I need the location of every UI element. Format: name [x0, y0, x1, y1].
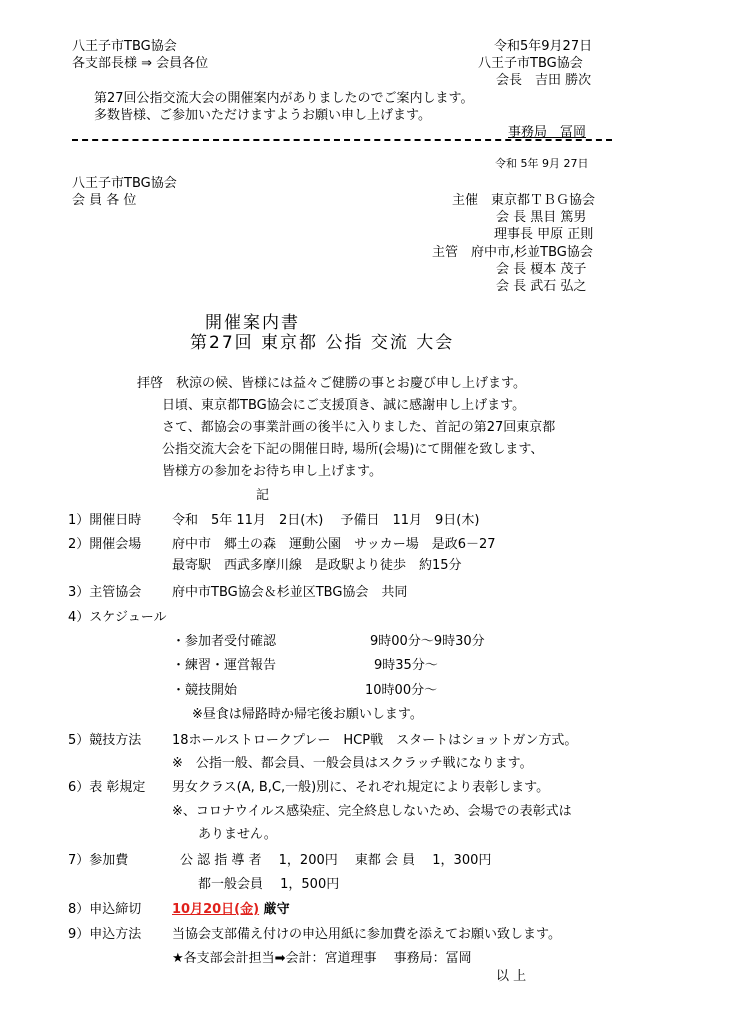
organizer: 主管 府中市,杉並TBG協会 — [432, 245, 593, 260]
item-awards-label: 6）表 彰規定 — [68, 780, 146, 795]
item-deadline-value — [172, 903, 290, 916]
item-fee-value: 都一般会員 1，500円 — [198, 877, 340, 892]
item-apply-note: ★各支部会計担当➡会計：宮道理事 事務局：冨岡 — [172, 951, 472, 966]
greeting-line: 拝啓 秋涼の候、皆様には益々ご健勝の事とお慶び申し上げます。 — [137, 376, 526, 391]
organizer-chair: 会 長 榎本 茂子 — [496, 262, 587, 277]
item-schedule-label: 4）スケジュール — [68, 610, 167, 625]
memo-org: 八王子市TBG協会 — [72, 39, 177, 54]
sponsor-chair: 会 長 黒目 篤男 — [496, 210, 587, 225]
greeting-line: 日頃、東京都TBG協会にご支援頂き、誠に感謝申し上げます。 — [162, 398, 526, 413]
memo-office: 事務局 冨岡 — [508, 125, 587, 140]
greeting-line: さて、都協会の事業計画の後半に入りました、首記の第27回東京都 — [162, 420, 556, 435]
item-organizer-value: 府中市TBG協会＆杉並区TBG協会 共同 — [172, 585, 408, 600]
item-fee-value: 公 認 指 導 者 1，200円 東都 会 員 1，300円 — [180, 853, 492, 868]
item-method-label: 5）競技方法 — [68, 733, 142, 748]
doc-recipient-org: 八王子市TBG協会 — [72, 176, 177, 191]
schedule-item-time: 9時00分～9時30分 — [370, 634, 485, 649]
greeting-line: 公指交流大会を下記の開催日時, 場所(会場)にて開催を致します、 — [162, 442, 544, 457]
schedule-item-time: 10時00分～ — [365, 683, 438, 698]
item-venue-access: 最寄駅 西武多摩川線 是政駅より徒歩 約15分 — [172, 558, 462, 573]
memo-body-line: 多数皆様、ご参加いただけますようお願い申し上げます。 — [94, 108, 431, 123]
doc-recipient-members: 会 員 各 位 — [72, 193, 137, 208]
organizer-chair: 会 長 武石 弘之 — [496, 279, 587, 294]
item-method-note: ※ 公指一般、都会員、一般会員はスクラッチ戦になります。 — [172, 756, 533, 771]
item-method-value: 18ホールストロークプレー HCP戦 スタートはショットガン方式。 — [172, 733, 578, 748]
end-marker: 以 上 — [496, 969, 527, 984]
item-awards-value: 男女クラス(A, B,C,一般)別に、それぞれ規定により表彰します。 — [172, 780, 550, 795]
schedule-item-name: ・競技開始 — [172, 683, 238, 698]
item-date-value: 令和 5年 11月 2日(木) 予備日 11月 9日(木) — [172, 513, 480, 528]
ki-marker: 記 — [256, 488, 270, 503]
item-apply-label: 9）申込方法 — [68, 927, 142, 942]
deadline-date: 10月20日(金) — [172, 902, 260, 917]
memo-recipient: 各支部長様 ⇒ 会員各位 — [72, 56, 209, 71]
item-venue-value: 府中市 郷土の森 運動公園 サッカー場 是政6－27 — [172, 537, 496, 552]
sponsor: 主催 東京都ＴＢＧ協会 — [452, 193, 596, 208]
event-title: 第27回 東京都 公指 交流 大会 — [190, 333, 455, 353]
sponsor-director: 理事長 甲原 正則 — [494, 227, 594, 242]
item-deadline-label: 8）申込締切 — [68, 902, 142, 917]
item-venue-label: 2）開催会場 — [68, 537, 142, 552]
greeting-line: 皆様方の参加をお待ち申し上げます。 — [162, 464, 382, 479]
schedule-note: ※昼食は帰路時か帰宅後お願いします。 — [192, 707, 423, 722]
memo-from-org: 八王子市TBG協会 — [478, 56, 583, 71]
memo-from-person: 会長 吉田 勝次 — [496, 73, 592, 88]
memo-date: 令和5年9月27日 — [494, 39, 593, 54]
item-fee-label: 7）参加費 — [68, 853, 129, 868]
schedule-item-time: 9時35分～ — [374, 658, 438, 673]
item-awards-note: ※、コロナウイルス感染症、完全終息しないため、会場での表彰式は — [172, 804, 572, 819]
item-organizer-label: 3）主管協会 — [68, 585, 142, 600]
schedule-item-name: ・練習・運営報告 — [172, 658, 277, 673]
deadline-strict: 厳守 — [259, 902, 290, 917]
item-apply-value: 当協会支部備え付けの申込用紙に参加費を添えてお願い致します。 — [172, 927, 561, 942]
item-date-label: 1）開催日時 — [68, 513, 142, 528]
doc-date: 令和 5年 9月 27日 — [495, 157, 589, 170]
cut-line-divider — [72, 139, 612, 141]
doc-title: 開催案内書 — [205, 313, 300, 333]
memo-body-line: 第27回公指交流大会の開催案内がありましたのでご案内します。 — [94, 91, 474, 106]
schedule-item-name: ・参加者受付確認 — [172, 634, 277, 649]
item-awards-note: ありません。 — [198, 827, 277, 842]
